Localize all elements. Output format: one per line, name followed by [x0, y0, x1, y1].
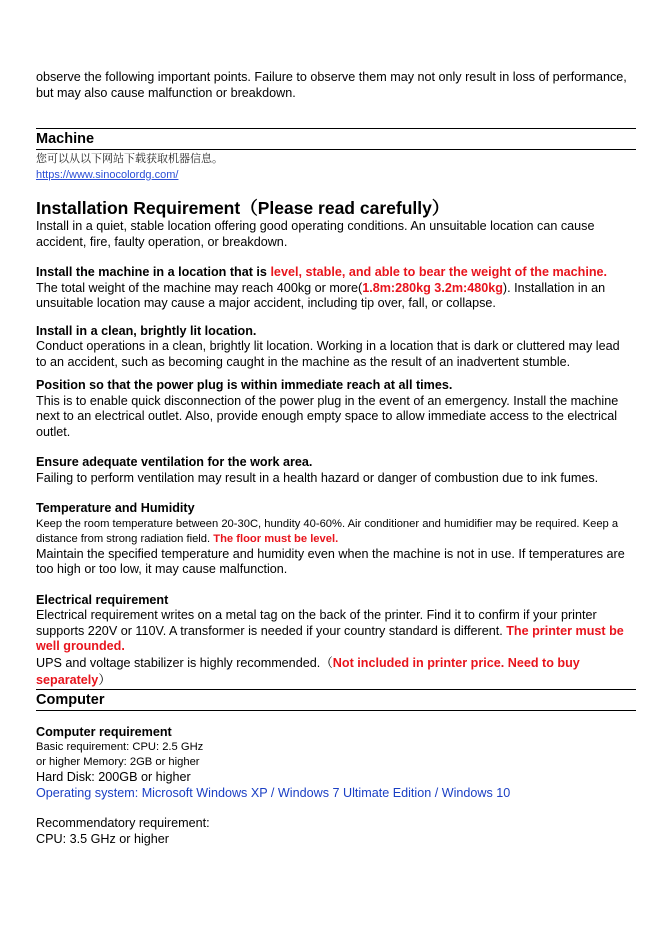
computer-heading: Computer	[36, 689, 636, 711]
ups-start: UPS and voltage stabilizer is highly recommended.（	[36, 655, 333, 670]
basic-line1: Basic requirement: CPU: 2.5 GHz	[36, 741, 204, 753]
temperature-heading: Temperature and Humidity	[36, 501, 195, 515]
recommend-cpu: CPU: 3.5 GHz or higher	[36, 831, 169, 846]
ups-end: ）	[98, 672, 111, 687]
level-body-end: ). Installation in an unsuitable location may cause a major accident, including tip over, fall, or collapse.	[36, 280, 606, 310]
installation-title: Installation Requirement（Please read carefully）	[36, 198, 450, 218]
installation-intro: Install in a quiet, stable location offering good operating conditions. An unsuitable location can cause accident, fire, faulty operation, or breakdown.	[36, 219, 595, 249]
temperature-body-start: Keep the room temperature between 20-30C, hundity 40-60%. Air conditioner and humidifier may be required. Keep a distance from strong radiation field.	[36, 517, 619, 545]
clean-heading: Install in a clean, brightly lit location.	[36, 323, 257, 338]
level-heading-start: Install the machine in a location that is	[36, 265, 271, 279]
ventilation-body: Failing to perform ventilation may result in a health hazard or danger of combustion due to ink fumes.	[36, 470, 599, 485]
hard-disk-line: Hard Disk: 200GB or higher	[36, 770, 191, 784]
computer-sub-heading: Computer requirement	[36, 724, 172, 739]
power-body: This is to enable quick disconnection of the power plug in the event of an emergency. Install the machine next to an electrical outlet. Also, provide enough empty space to allow immediate access to the electrical outlet.	[36, 393, 619, 439]
intro-paragraph: observe the following important points. Failure to observe them may not only result in loss of performance, but may also cause malfunction or breakdown.	[36, 70, 627, 100]
electrical-body	[36, 608, 632, 655]
level-body	[36, 281, 632, 312]
level-body-red: 1.8m:280kg 3.2m:480kg	[362, 280, 503, 295]
temperature-body2: Maintain the specified temperature and humidity even when the machine is not in use. If temperatures are too high or too low, it may cause malfunction.	[36, 546, 625, 576]
electrical-body-start: Electrical requirement writes on a metal tag on the back of the printer. Find it to confirm if your printer supports 220V or 110V. A transformer is needed if your country standard is different.	[36, 608, 597, 638]
ups-line	[36, 655, 632, 689]
machine-link-line	[36, 166, 632, 183]
level-body-start: The total weight of the machine may reach 400kg or more(	[36, 280, 363, 295]
electrical-heading: Electrical requirement	[36, 592, 169, 607]
power-heading: Position so that the power plug is within immediate reach at all times.	[36, 378, 453, 392]
level-heading	[36, 265, 632, 281]
recommend-heading: Recommendatory requirement:	[36, 816, 210, 830]
temperature-body	[36, 517, 632, 547]
level-heading-red: level, stable, and able to bear the weight of the machine.	[270, 265, 608, 279]
basic-line2: or higher Memory: 2GB or higher	[36, 756, 200, 768]
electrical-body-red: The printer must be well grounded.	[36, 623, 624, 653]
ventilation-heading: Ensure adequate ventilation for the work area.	[36, 455, 313, 469]
machine-heading: Machine	[36, 128, 636, 150]
os-line: Operating system: Microsoft Windows XP / Windows 7 Ultimate Edition / Windows 10	[36, 785, 511, 800]
clean-body: Conduct operations in a clean, brightly lit location. Working in a location that is dark or cluttered may lead to an accident, such as becoming caught in the machine as the result of an inadvertent stumble.	[36, 339, 620, 369]
ups-red: Not included in printer price. Need to buy separately	[36, 655, 580, 687]
temperature-body-red: The floor must be level.	[213, 532, 339, 545]
document-page	[36, 70, 632, 847]
machine-link[interactable]: https://www.sinocolordg.com/	[36, 169, 179, 181]
machine-cn-text: 您可以从以下网站下载获取机器信息。	[36, 152, 223, 165]
